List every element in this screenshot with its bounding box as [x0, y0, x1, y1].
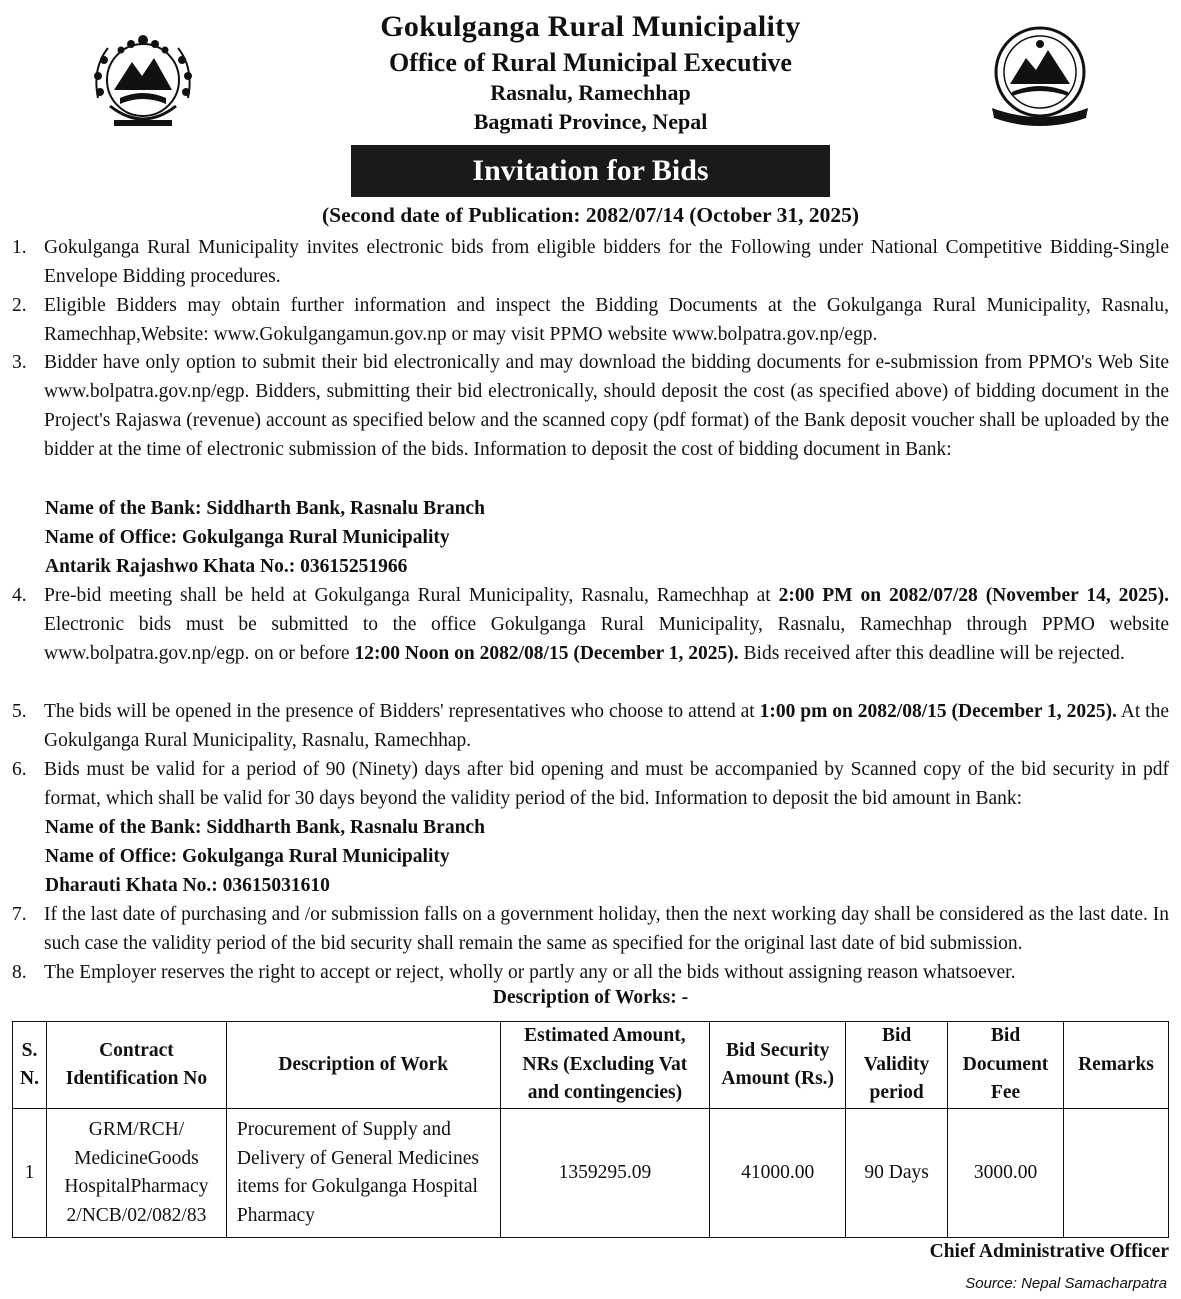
cell-contract-id: GRM/RCH/ MedicineGoods HospitalPharmacy 2/NCB/02/082/83: [46, 1109, 226, 1238]
list-item: [12, 900, 1169, 958]
municipality-name: Gokulganga Rural Municipality: [380, 10, 801, 43]
header-sn: S. N.: [13, 1022, 47, 1109]
item-number: 2.: [12, 295, 27, 316]
source-credit: Source: Nepal Samacharpatra: [965, 1275, 1167, 1292]
item-text: If the last date of purchasing and /or submission falls on a government holiday, then the next working day shall be considered as the last date. In such case the validity period of the bid security shall remain the same as specified for the original last date of bid submission.: [44, 904, 1169, 954]
item-number: 4.: [12, 585, 27, 606]
office-name: Office of Rural Municipal Executive: [389, 48, 792, 77]
header-remarks: Remarks: [1064, 1022, 1169, 1109]
item-number: 1.: [12, 237, 27, 258]
item-text: The Employer reserves the right to accept or reject, wholly or partly any or all the bids without assigning reason whatsoever.: [44, 962, 1016, 983]
works-table: [12, 1021, 1169, 1238]
item-text: Gokulganga Rural Municipality invites electronic bids from eligible bidders for the Following under National Competitive Bidding-Single Envelope Bidding procedures.: [44, 237, 1169, 287]
item-number: 8.: [12, 962, 27, 983]
account-number-cost: Antarik Rajashwo Khata No.: 03615251966: [45, 556, 408, 577]
office-name-security: Name of Office: Gokulganga Rural Municipality: [45, 846, 450, 867]
header-description: Description of Work: [226, 1022, 500, 1109]
list-item: [12, 348, 1169, 464]
item-number: 3.: [12, 352, 27, 373]
header-document-fee: Bid Document Fee: [948, 1022, 1064, 1109]
works-title: Description of Works: -: [492, 987, 689, 1008]
cell-bid-security: 41000.00: [710, 1109, 846, 1238]
item-text: Pre-bid meeting shall be held at Gokulganga Rural Municipality, Rasnalu, Ramechhap at 2:00 PM on 2082/07/28 (November 14, 2025). Electronic bids must be submitted to the office Gokulganga Rural Municipality, Rasnalu, Ramechhap through PPMO website www.bolpatra.gov.np/egp. on or before 12:00 Noon on 2082/08/15 (December 1, 2025). Bids received after this deadline will be rejected.: [44, 585, 1169, 664]
opening-datetime: 1:00 pm on 2082/08/15 (December 1, 2025).: [759, 701, 1117, 722]
list-item: [12, 755, 1169, 813]
list-item: [12, 233, 1169, 291]
prebid-datetime: 2:00 PM on 2082/07/28 (November 14, 2025).: [778, 585, 1169, 606]
list-item: [12, 958, 1169, 987]
cell-remarks: [1064, 1109, 1169, 1238]
item-text: Bids must be valid for a period of 90 (Ninety) days after bid opening and must be accompanied by Scanned copy of the bid security in pdf format, which shall be valid for 30 days beyond the validity period of the bid. Information to deposit the bid amount in Bank:: [44, 759, 1169, 809]
province-country: Bagmati Province, Nepal: [473, 109, 708, 134]
list-item: [12, 291, 1169, 349]
bank-name-security: Name of the Bank: Siddharth Bank, Rasnalu Branch: [45, 817, 485, 838]
invitation-banner: Invitation for Bids: [351, 145, 830, 197]
list-item: [12, 581, 1169, 668]
header-bid-validity: Bid Validity period: [846, 1022, 948, 1109]
cell-bid-validity: 90 Days: [846, 1109, 948, 1238]
office-location: Rasnalu, Ramechhap: [490, 80, 691, 105]
cell-document-fee: 3000.00: [948, 1109, 1064, 1238]
item-text: Eligible Bidders may obtain further information and inspect the Bidding Documents at the Gokulganga Rural Municipality, Rasnalu, Ramechhap,Website: www.Gokulgangamun.gov.np or may visit PPMO website www.bolpatra.gov.np/egp.: [44, 295, 1169, 345]
item-text: The bids will be opened in the presence of Bidders' representatives who choose to attend at 1:00 pm on 2082/08/15 (December 1, 2025). At the Gokulganga Rural Municipality, Rasnalu, Ramechhap.: [44, 701, 1170, 751]
item-number: 5.: [12, 701, 27, 722]
cell-sn: 1: [13, 1109, 47, 1238]
header-bid-security: Bid Security Amount (Rs.): [710, 1022, 846, 1109]
signatory-title: Chief Administrative Officer: [929, 1241, 1169, 1262]
item-text: Bidder have only option to submit their bid electronically and may download the bidding documents for e-submission from PPMO's Web Site www.bolpatra.gov.np/egp. Bidders, submitting their bid electronically, should deposit the cost (as specified above) of bidding document in the Project's Rajaswa (revenue) account as specified below and the scanned copy (pdf format) of the Bank deposit voucher shall be uploaded by the bidder at the time of electronic submission of the bids. Information to deposit the cost of bidding document in Bank:: [44, 352, 1169, 460]
header-contract-id: Contract Identification No: [46, 1022, 226, 1109]
publication-date: (Second date of Publication: 2082/07/14 (October 31, 2025): [321, 203, 860, 227]
header-estimated-amount: Estimated Amount, NRs (Excluding Vat and contingencies): [500, 1022, 710, 1109]
office-name-cost: Name of Office: Gokulganga Rural Municipality: [45, 527, 450, 548]
cell-description: Procurement of Supply and Delivery of General Medicines items for Gokulganga Hospital Pharmacy: [226, 1109, 500, 1238]
table-header-row: [13, 1022, 1169, 1109]
municipality-seal-logo: [986, 22, 1094, 140]
account-number-security: Dharauti Khata No.: 03615031610: [45, 875, 330, 896]
bank-name-cost: Name of the Bank: Siddharth Bank, Rasnalu Branch: [45, 498, 485, 519]
item-number: 6.: [12, 759, 27, 780]
table-row: [13, 1109, 1169, 1238]
item-number: 7.: [12, 904, 27, 925]
submission-deadline: 12:00 Noon on 2082/08/15 (December 1, 2025).: [354, 643, 739, 664]
cell-estimated-amount: 1359295.09: [500, 1109, 710, 1238]
list-item: [12, 697, 1169, 755]
